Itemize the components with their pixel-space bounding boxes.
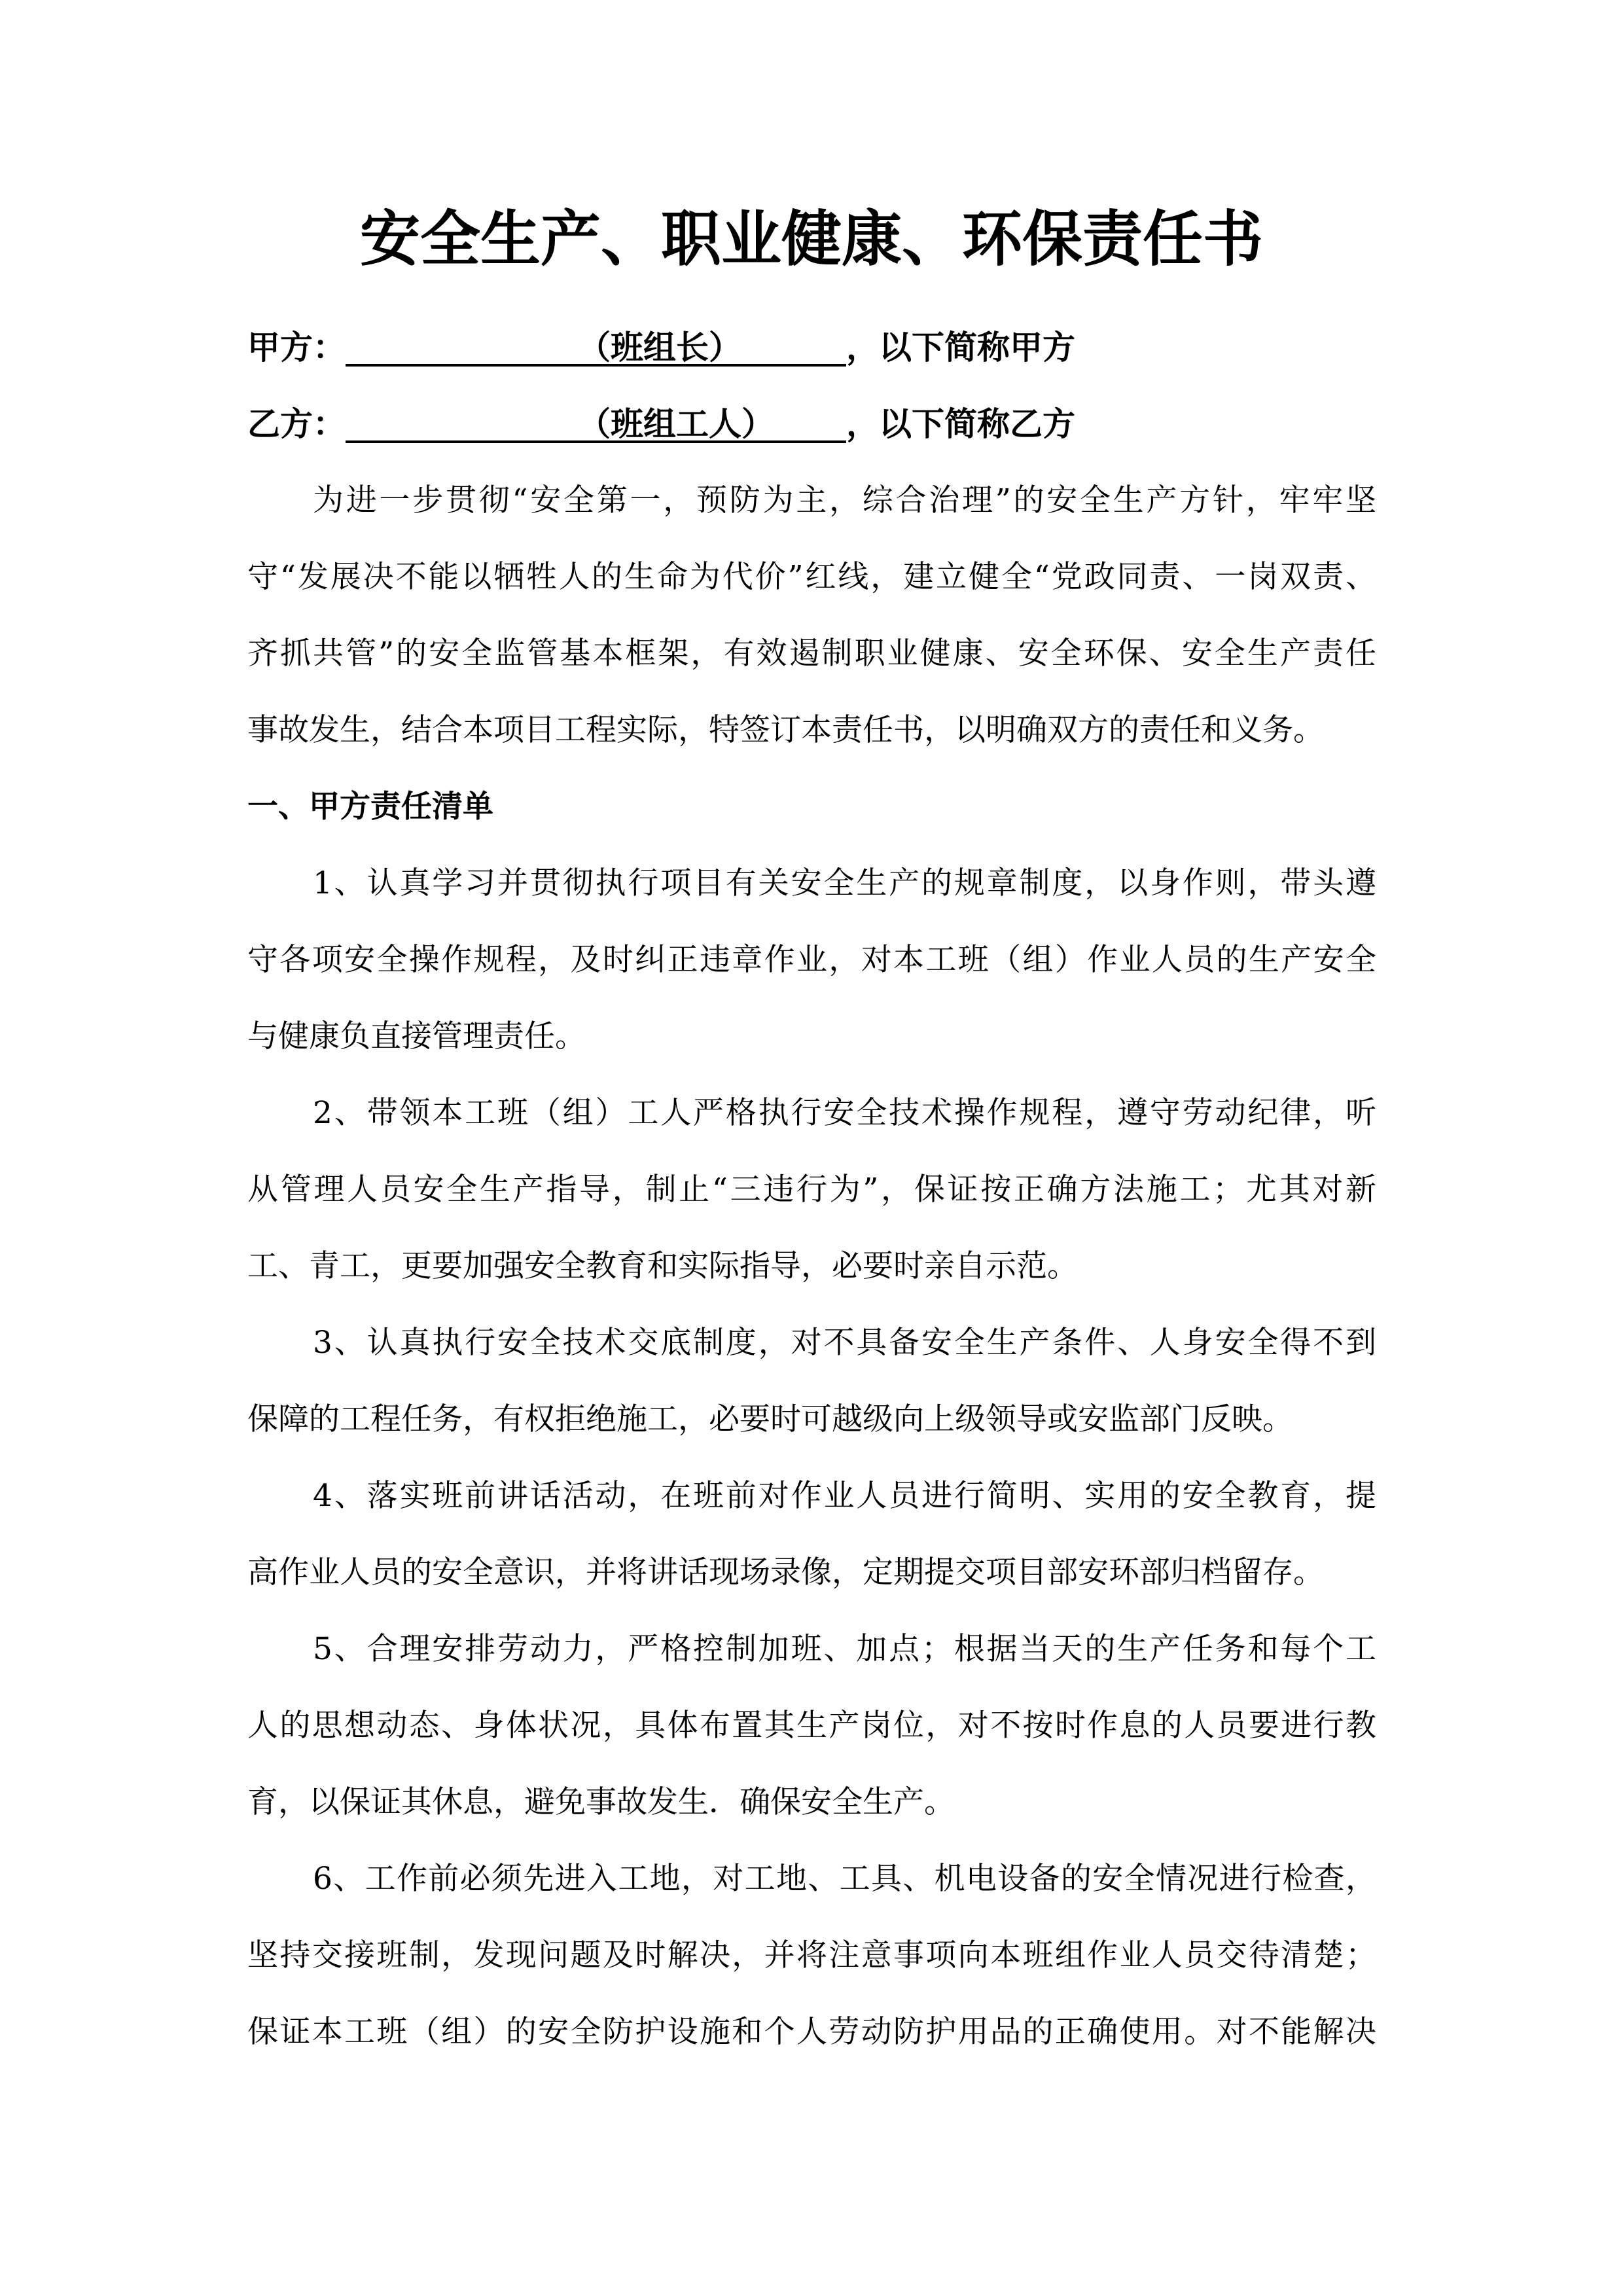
text-line: 保证本工班（组）的安全防护设施和个人劳动防护用品的正确使用。对不能解决 xyxy=(247,2014,1376,2050)
text-line: 育，以保证其休息，避免事故发生．确保安全生产。 xyxy=(247,1784,955,1820)
document-title: 安全生产、职业健康、环保责任书 xyxy=(359,204,1263,274)
text-line: 工、青工，更要加强安全教育和实际指导，必要时亲自示范。 xyxy=(247,1248,1078,1284)
text-line: 与健康负直接管理责任。 xyxy=(247,1018,586,1054)
party-a-blank-underline xyxy=(346,309,846,386)
preamble-paragraph xyxy=(247,462,1376,768)
party-b-blank-underline xyxy=(346,386,846,462)
text-line: 5、合理安排劳动力，严格控制加班、加点；根据当天的生产任务和每个工 xyxy=(313,1631,1376,1667)
section-1-heading: 一、甲方责任清单 xyxy=(247,789,493,825)
item-2-paragraph xyxy=(247,1075,1376,1304)
party-a-role-label: （班组长） xyxy=(578,328,741,367)
text-line: 高作业人员的安全意识，并将讲话现场录像，定期提交项目部安环部归档留存。 xyxy=(247,1554,1324,1590)
item-1-paragraph xyxy=(247,845,1376,1075)
text-line: 人的思想动态、身体状况，具体布置其生产岗位，对不按时作息的人员要进行教 xyxy=(247,1708,1376,1744)
item-5-paragraph xyxy=(247,1611,1376,1840)
text-line: 守各项安全操作规程，及时纠正违章作业，对本工班（组）作业人员的生产安全 xyxy=(247,942,1376,978)
text-line: 齐抓共管”的安全监管基本框架，有效遏制职业健康、安全环保、安全生产责任 xyxy=(247,636,1376,672)
text-line: 6、工作前必须先进入工地，对工地、工具、机电设备的安全情况进行检查， xyxy=(313,1861,1376,1897)
item-6-paragraph xyxy=(247,1840,1376,2070)
document-body xyxy=(247,462,1376,2070)
text-line: 坚持交接班制，发现问题及时解决，并将注意事项向本班组作业人员交待清楚； xyxy=(247,1937,1376,1973)
item-3-paragraph xyxy=(247,1304,1376,1458)
item-4-paragraph xyxy=(247,1458,1376,1611)
text-line: 3、认真执行安全技术交底制度，对不具备安全生产条件、人身安全得不到 xyxy=(313,1325,1376,1361)
party-b-label: 乙方： xyxy=(247,404,346,443)
party-b-role-label: （班组工人） xyxy=(578,404,774,443)
party-a-line xyxy=(247,309,1376,386)
text-line: 守“发展决不能以牺牲人的生命为代价”红线，建立健全“党政同责、一岗双责、 xyxy=(247,559,1376,595)
text-line: 为进一步贯彻“安全第一，预防为主，综合治理”的安全生产方针，牢牢坚 xyxy=(313,482,1376,518)
text-line: 1、认真学习并贯彻执行项目有关安全生产的规章制度，以身作则，带头遵 xyxy=(313,865,1376,901)
parties-block xyxy=(247,309,1376,462)
party-b-suffix: ，以下简称乙方 xyxy=(846,404,1075,443)
text-line: 保障的工程任务，有权拒绝施工，必要时可越级向上级领导或安监部门反映。 xyxy=(247,1401,1293,1437)
text-line: 2、带领本工班（组）工人严格执行安全技术操作规程，遵守劳动纪律，听 xyxy=(313,1095,1376,1131)
party-a-suffix: ，以下简称甲方 xyxy=(846,328,1075,367)
party-b-line xyxy=(247,386,1376,462)
text-line: 事故发生，结合本项目工程实际，特签订本责任书，以明确双方的责任和义务。 xyxy=(247,712,1324,748)
party-a-label: 甲方： xyxy=(247,328,346,367)
text-line: 4、落实班前讲话活动，在班前对作业人员进行简明、实用的安全教育，提 xyxy=(313,1478,1376,1514)
text-line: 从管理人员安全生产指导，制止“三违行为”，保证按正确方法施工；尤其对新 xyxy=(247,1172,1376,1208)
